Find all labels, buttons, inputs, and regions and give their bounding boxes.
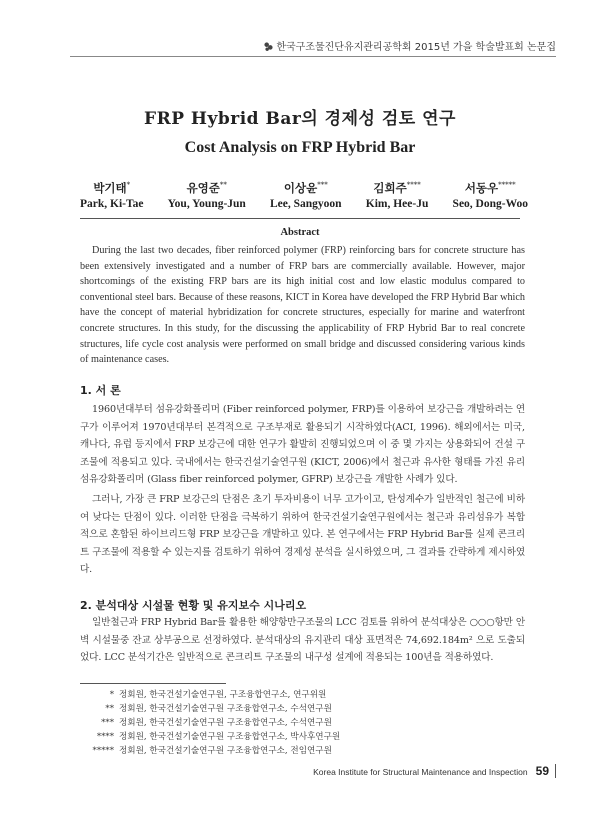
page-footer [313,764,556,778]
author-name-ko: 유영준 [186,181,220,195]
paragraph: 그러나, 가장 큰 FRP 보강근의 단점은 초기 투자비용이 너무 고가이고, 탄성계수가 일반적인 철근에 비하여 낮다는 단점이 있다. 이러한 단점을 극복하기 위하여 한국건설기술연구원에서는 철근과 유리섬유가 복합적으로 혼합된 하이브리드형 FRP 보강근을 개발하고 있다. 본 연구에서는 FRP Hybrid Bar를 실제 콘크리트 구조물에 적용할 수 있는지를 검토하기 위하여 경제성 분석을 실시하였으며, 그 결과를 간략하게 제시하였다. [80,494,525,576]
abstract-text: During the last two decades, fiber reinforced polymer (FRP) reinforcing bars for concrete structure has been extensively investigated and a number of FRP bars are commercially available. However, major shortcomings of the existing FRP bars are its high initial cost and low elastic modulus compared to conventional steel bars. Because of these reasons, KICT in Korea have developed the FRP Hybrid Bar which have the concept of material hybridization for concrete structures, especially for marine and waterfront concrete structures. In this study, for the discussing the applicability of FRP Hybrid Bar to real concrete structures, life cycle cost analysis were performed on small bridge and discussed considering various kinds of maintenance cases. [80,245,525,366]
footnote [80,730,340,742]
author-name-en: Park, Ki-Tae [80,198,144,210]
author [453,180,528,210]
section-heading-scenario: 2. 분석대상 시설물 현황 및 유지보수 시나리오 [80,599,307,612]
author-rule [80,218,520,219]
footnote-text: 정회원, 한국건설기술연구원, 구조융합연구소, 연구위원 [119,690,327,700]
author [366,180,429,210]
footnote-mark: *** [101,718,114,728]
paragraph: 1960년대부터 섬유강화폴리머 (Fiber reinforced polymer, FRP)를 이용하여 보강근을 개발하려는 연구가 이루어져 1970년대부터 본격적으로 구조부재로 활용되기 시작하였다(ACI, 1996). 해외에서는 미국, 캐나다, 유럽 등지에서 FRP 보강근에 대한 연구가 활발히 진행되었으며 이 중 몇 가지는 상용화되어 건설 구조물에 적용되고 있다. 국내에서는 한국건설기술연구원 (KICT, 2006)에서 철근과 유사한 형태를 가진 유리섬유강화폴리머 (Glass fiber reinforced polymer, GFRP) 보강근을 개발한 사례가 있다. [80,404,525,486]
footnote-text: 정회원, 한국건설기술연구원 구조융합연구소, 전임연구원 [119,746,332,756]
footnote-rule [80,683,226,684]
abstract-heading: Abstract [280,227,320,238]
title-korean: FRP Hybrid Bar의 경제성 검토 연구 [144,109,456,129]
author-mark: **** [406,181,421,190]
author-name-en: Kim, Hee-Ju [365,198,429,210]
author-name-en: Lee, Sangyoon [270,198,342,210]
journal-name: 한국구조물진단유지관리공학회 2015년 가을 학술발표회 논문집 [276,42,556,53]
footnote-mark: ***** [92,746,114,756]
author-mark: ** [219,181,227,190]
footnote-text: 정회원, 한국건설기술연구원 구조융합연구소, 수석연구원 [119,718,332,728]
footnote-mark: **** [96,732,114,742]
footnote [80,688,326,700]
author-mark: ***** [498,181,516,190]
author-name-ko: 서동우 [464,181,499,195]
author [270,180,342,210]
author [168,180,246,210]
page-number: 59 [535,764,549,778]
footnote-mark: ** [105,704,114,714]
author [80,180,143,210]
paragraph: 일반철근과 FRP Hybrid Bar를 활용한 해양항만구조물의 LCC 검토를 위하여 분석대상은 ○○○항만 안벽 시설물중 잔교 상부공으로 선정하였다. 분석대상의 유지관리 대상 표면적은 74,692.184m² 으로 도출되었다. LCC 분석기간은 일반적으로 콘크리트 구조물의 내구성 설계에 적용되는 100년을 적용하였다. [80,617,525,664]
title-english: Cost Analysis on FRP Hybrid Bar [184,139,416,156]
footnote [80,702,332,714]
society-logo-icon [264,42,273,51]
author-mark: *** [317,181,328,190]
footnote-text: 정회원, 한국건설기술연구원 구조융합연구소, 박사후연구원 [119,732,341,742]
author-mark: * [126,181,131,190]
running-header [264,38,556,53]
author-name-en: You, Young-Jun [167,198,246,210]
footnote [80,744,332,756]
author-name-ko: 김희주 [373,181,407,195]
footer-divider [555,764,556,778]
author-name-en: Seo, Dong-Woo [452,198,528,210]
header-rule [70,56,556,57]
footer-institute: Korea Institute for Structural Maintenance and Inspection [313,767,528,777]
author-name-ko: 박기태 [93,181,127,195]
author-list [80,180,528,210]
footnote [80,716,332,728]
footnote-text: 정회원, 한국건설기술연구원 구조융합연구소, 수석연구원 [119,704,332,714]
section-heading-introduction: 1. 서 론 [80,384,121,397]
author-name-ko: 이상윤 [283,181,318,195]
footnote-mark: * [109,690,114,700]
